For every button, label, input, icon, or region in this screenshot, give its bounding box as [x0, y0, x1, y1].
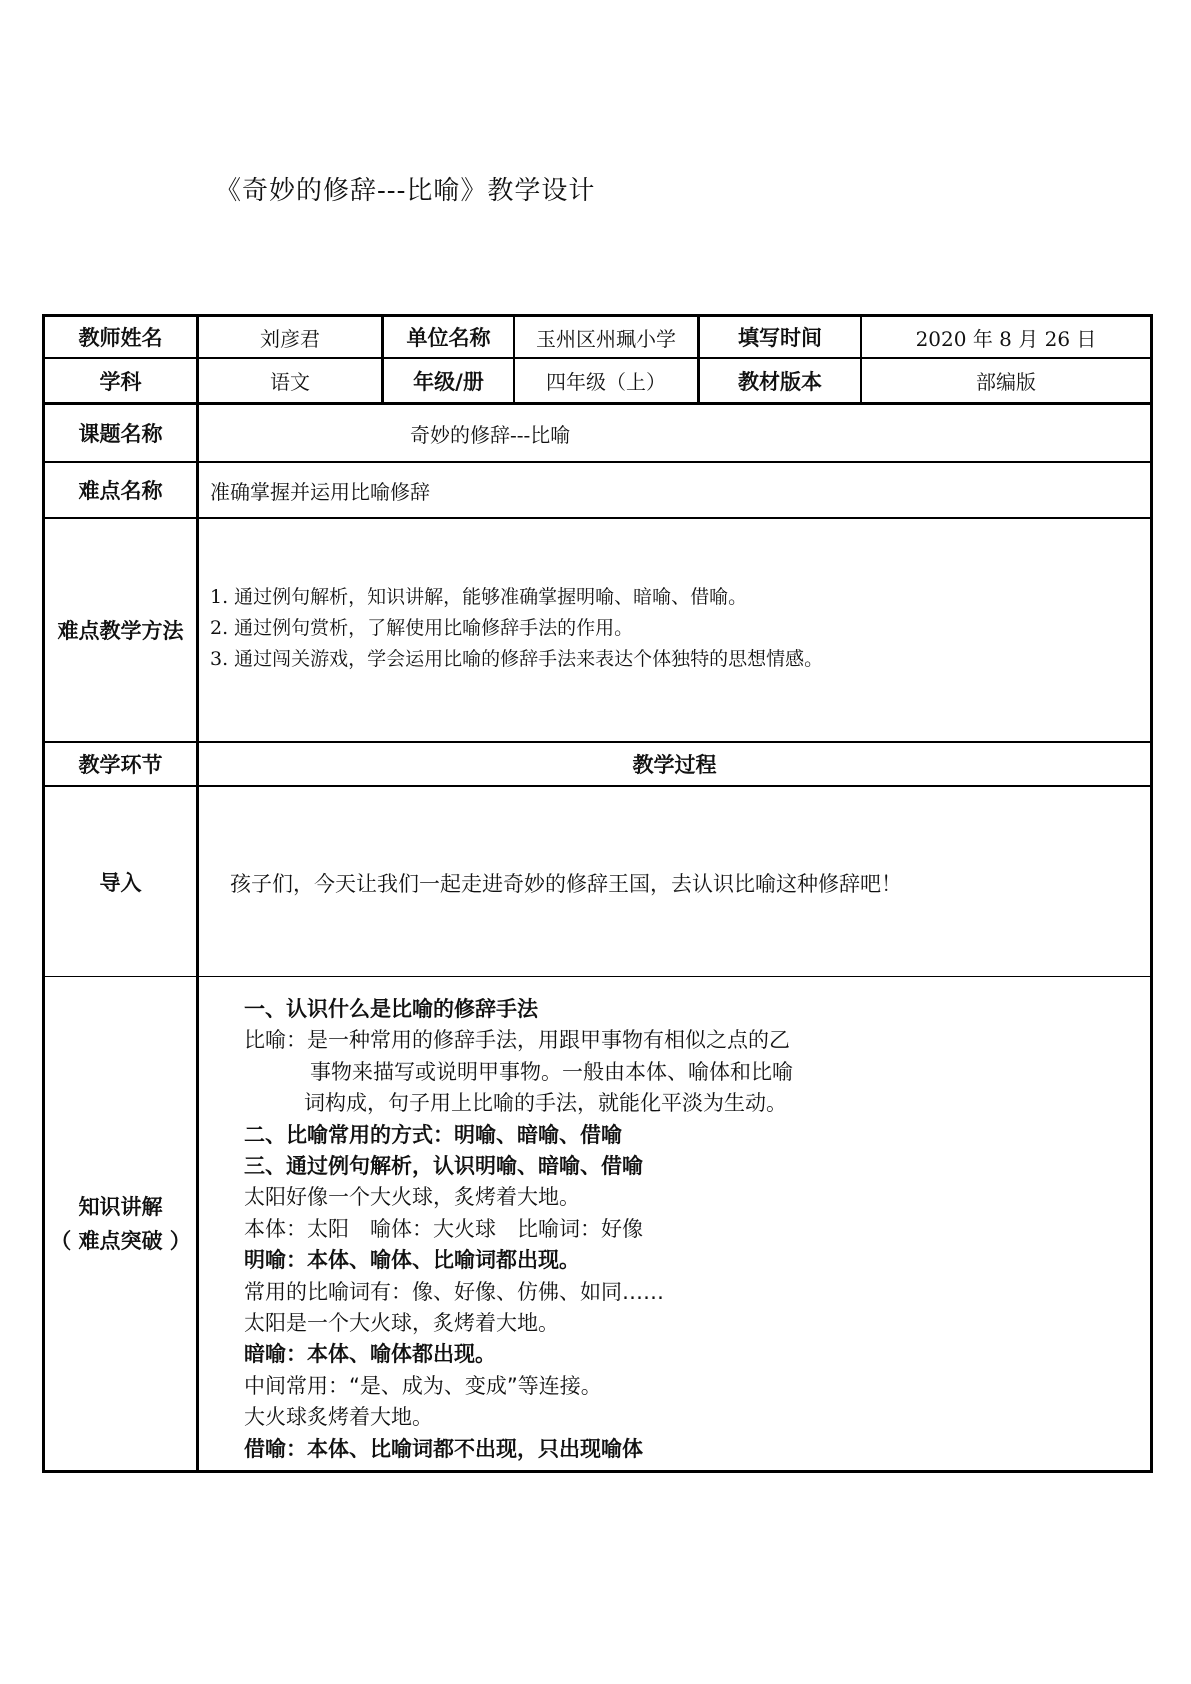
- date-label: 填写时间: [738, 326, 822, 350]
- knowledge-line: 中间常用：“是、成为、变成”等连接。: [244, 1373, 602, 1398]
- knowledge-heading: 借喻：本体、比喻词都不出现，只出现喻体: [244, 1436, 643, 1461]
- knowledge-label-line2: （ 难点突破 ）: [50, 1228, 191, 1253]
- date-value: 2020 年 8 月 26 日: [915, 326, 1097, 351]
- table-rule: [1150, 314, 1153, 1473]
- method-list: [210, 582, 823, 675]
- unit-value: 玉州区州珮小学: [536, 326, 676, 351]
- stage-header: 教学环节: [78, 753, 163, 777]
- knowledge-line: 比喻：是一种常用的修辞手法，用跟甲事物有相似之点的乙: [244, 1028, 790, 1053]
- unit-label: 单位名称: [406, 326, 491, 350]
- teacher-label: 教师姓名: [78, 326, 163, 350]
- grade-value: 四年级（上）: [546, 370, 666, 394]
- knowledge-line: 常用的比喻词有：像、好像、仿佛、如同……: [244, 1279, 664, 1304]
- subject-label: 学科: [99, 369, 142, 394]
- knowledge-line: 词构成，句子用上比喻的手法，就能化平淡为生动。: [304, 1091, 787, 1116]
- knowledge-heading: 明喻：本体、喻体、比喻词都出现。: [244, 1248, 580, 1273]
- knowledge-content: [244, 994, 793, 1465]
- difficulty-label: 难点名称: [78, 479, 163, 503]
- knowledge-heading: 三、通过例句解析，认识明喻、暗喻、借喻: [244, 1154, 643, 1179]
- table-rule: [196, 314, 199, 1473]
- document-title: 《奇妙的修辞---比喻》教学设计: [215, 176, 596, 206]
- knowledge-heading: 暗喻：本体、喻体都出现。: [244, 1342, 496, 1367]
- process-header: 教学过程: [632, 753, 717, 777]
- edition-value: 部编版: [976, 370, 1036, 394]
- method-item: 3. 通过闯关游戏，学会运用比喻的修辞手法来表达个体独特的思想情感。: [210, 648, 824, 670]
- knowledge-label: [45, 977, 196, 1470]
- table-rule: [42, 517, 1153, 519]
- grade-label: 年级/册: [413, 369, 484, 394]
- subject-value: 语文: [270, 370, 310, 394]
- method-item: 1. 通过例句解析，知识讲解，能够准确掌握明喻、暗喻、借喻。: [210, 586, 748, 608]
- intro-text: 孩子们，今天让我们一起走进奇妙的修辞王国，去认识比喻这种修辞吧！: [230, 872, 902, 896]
- topic-label: 课题名称: [78, 422, 163, 446]
- intro-label: 导入: [99, 870, 142, 895]
- knowledge-line: 太阳好像一个大火球，炙烤着大地。: [244, 1185, 580, 1210]
- table-rule: [42, 785, 1153, 787]
- teacher-value: 刘彦君: [260, 326, 320, 351]
- knowledge-line: 大火球炙烤着大地。: [244, 1405, 433, 1430]
- knowledge-heading: 二、比喻常用的方式：明喻、暗喻、借喻: [244, 1122, 622, 1147]
- knowledge-line: 事物来描写或说明甲事物。一般由本体、喻体和比喻: [310, 1059, 793, 1084]
- knowledge-line: 太阳是一个大火球，炙烤着大地。: [244, 1311, 559, 1336]
- table-rule: [42, 1470, 1153, 1473]
- method-label: 难点教学方法: [57, 619, 184, 643]
- topic-value: 奇妙的修辞---比喻: [410, 422, 571, 447]
- knowledge-line: 本体：太阳 喻体：大火球 比喻词：好像: [244, 1216, 643, 1241]
- edition-label: 教材版本: [738, 369, 822, 394]
- difficulty-value: 准确掌握并运用比喻修辞: [210, 479, 430, 504]
- table-rule: [42, 976, 1153, 977]
- knowledge-heading: 一、认识什么是比喻的修辞手法: [244, 997, 538, 1021]
- knowledge-label-line1: 知识讲解: [78, 1194, 163, 1219]
- method-item: 2. 通过例句赏析，了解使用比喻修辞手法的作用。: [210, 617, 634, 639]
